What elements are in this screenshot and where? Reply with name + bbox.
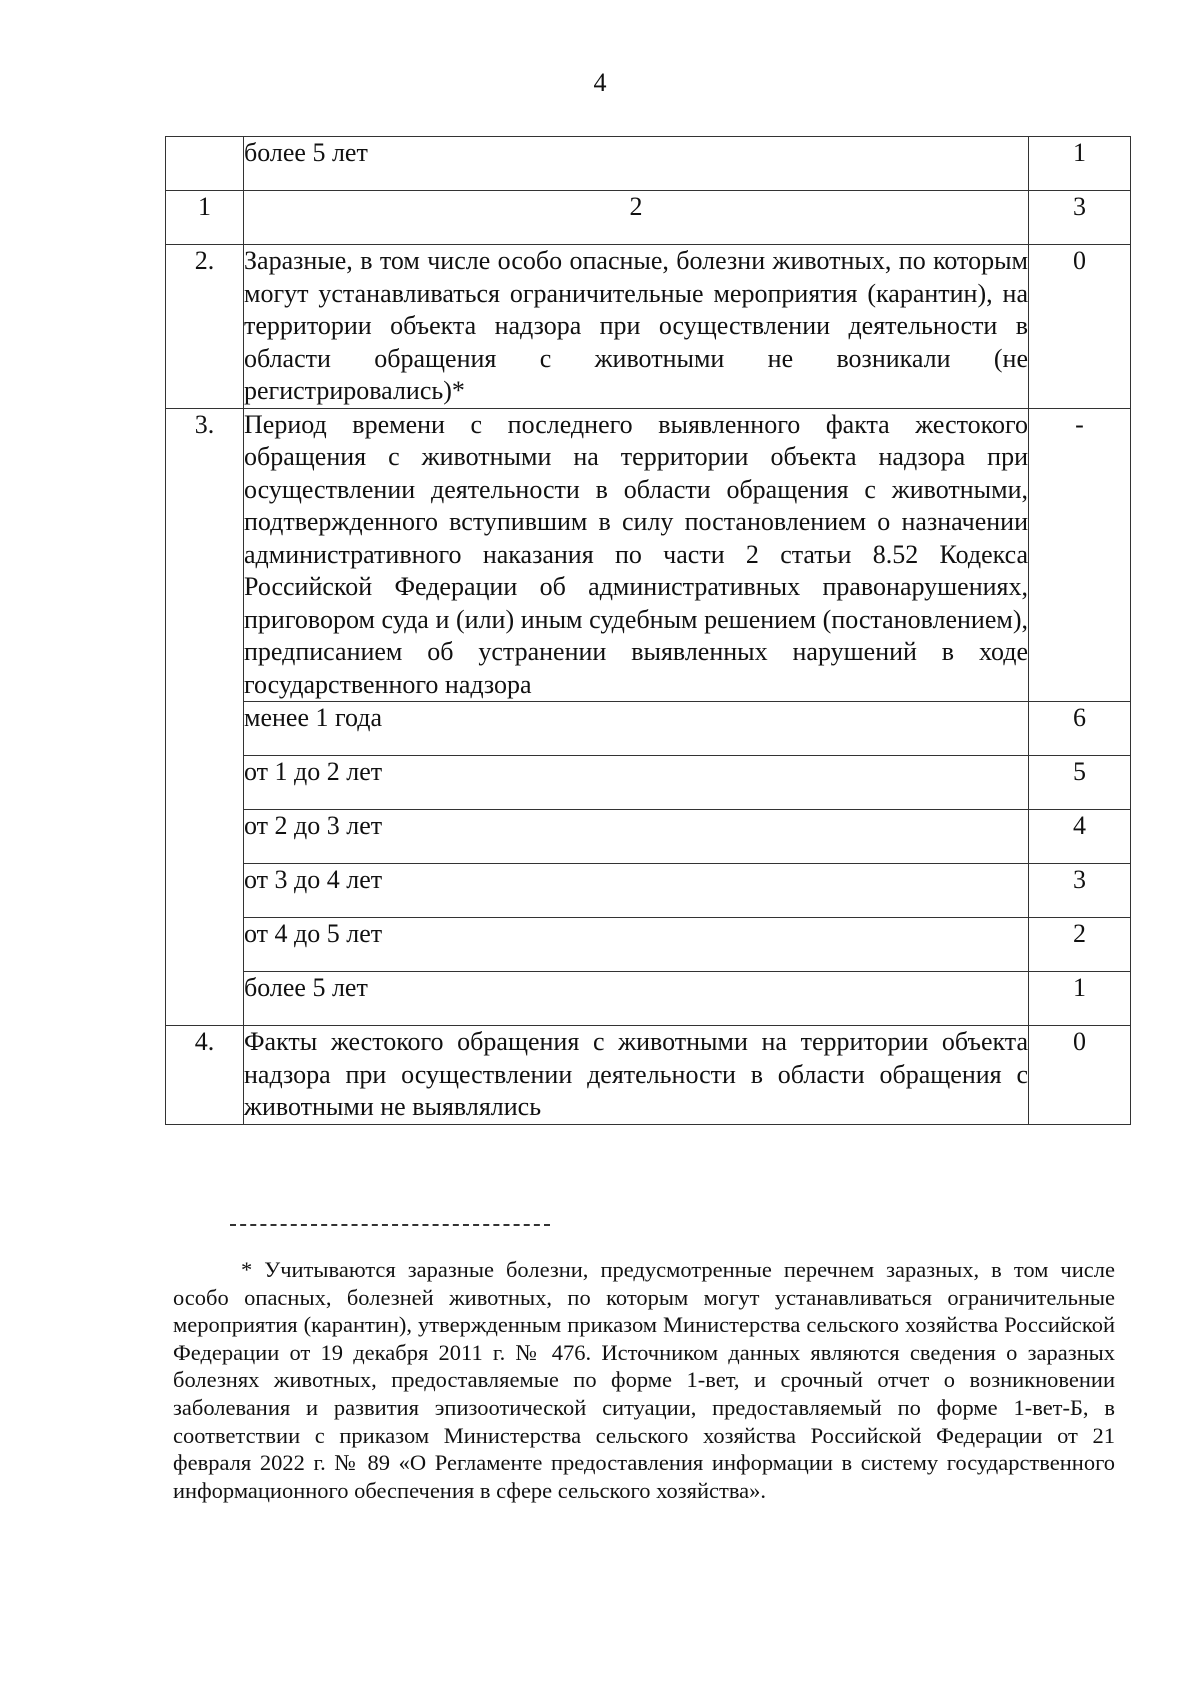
sub-row-label: от 3 до 4 лет [244,864,1029,918]
sub-row [166,864,1131,918]
row-text: Период времени с последнего выявленного факта жестокого обращения с животными на территории объекта надзора при осуществлении деятельности в области обращения с животными, подтвержденного вступившим в силу постановлением о назначении административного наказания по части 2 статьи 8.52 Кодекса Российской Федерации об административных правонарушениях, приговором суда и (или) иным судебным решением (постановлением), предписанием об устранении выявленных нарушений в ходе государственного надзора [244,408,1029,702]
row-label: более 5 лет [244,137,1029,191]
row-value: 1 [1029,137,1131,191]
footnote-separator [230,1224,550,1226]
sub-row-value: 2 [1029,918,1131,972]
sub-row [166,756,1131,810]
row-text: Заразные, в том числе особо опасные, болезни животных, по которым могут устанавливаться ограничительные мероприятия (карантин), на территории объекта надзора при осуществлении деятельности в области обращения с животными не возникали (не регистрировались)* [244,245,1029,409]
sub-row-value: 1 [1029,972,1131,1026]
header-col-2: 2 [244,191,1029,245]
header-col-3: 3 [1029,191,1131,245]
sub-row [166,972,1131,1026]
footnote: * Учитываются заразные болезни, предусмотренные перечнем заразных, в том числе особо опасных, болезней животных, по которым могут устанавливаться ограничительные мероприятия (карантин), утвержденным приказом Министерства сельского хозяйства Российской Федерации от 19 декабря 2011 г. № 476. Источником данных являются сведения о заразных болезнях животных, предоставляемые по форме 1-вет, и срочный отчет о возникновении заболевания и развития эпизоотической ситуации, предоставляемый по форме 1-вет-Б, в соответствии с приказом Министерства сельского хозяйства Российской Федерации от 21 февраля 2022 г. № 89 «О Регламенте предоставления информации в систему государственного информационного обеспечения в сфере сельского хозяйства». [173,1257,1115,1503]
table-row [166,408,1131,702]
row-number: 2. [166,245,244,409]
sub-row [166,810,1131,864]
sub-row-value: 3 [1029,864,1131,918]
sub-row [166,702,1131,756]
sub-row-value: 5 [1029,756,1131,810]
row-value: 0 [1029,245,1131,409]
row-value: 0 [1029,1026,1131,1125]
header-col-1: 1 [166,191,244,245]
sub-row-label: от 2 до 3 лет [244,810,1029,864]
sub-row-label: от 4 до 5 лет [244,918,1029,972]
row-number: 3. [166,408,244,1026]
row-value: - [1029,408,1131,702]
row-number: 4. [166,1026,244,1125]
table-row [166,245,1131,409]
table-row [166,1026,1131,1125]
sub-row-value: 6 [1029,702,1131,756]
sub-row [166,918,1131,972]
sub-row-label: менее 1 года [244,702,1029,756]
empty-cell [166,137,244,191]
table-row [166,137,1131,191]
sub-row-value: 4 [1029,810,1131,864]
table-header-row [166,191,1131,245]
sub-row-label: более 5 лет [244,972,1029,1026]
criteria-table [165,136,1131,1125]
page-number: 4 [593,68,607,97]
row-text: Факты жестокого обращения с животными на территории объекта надзора при осуществлении деятельности в области обращения с животными не выявлялись [244,1026,1029,1125]
sub-row-label: от 1 до 2 лет [244,756,1029,810]
